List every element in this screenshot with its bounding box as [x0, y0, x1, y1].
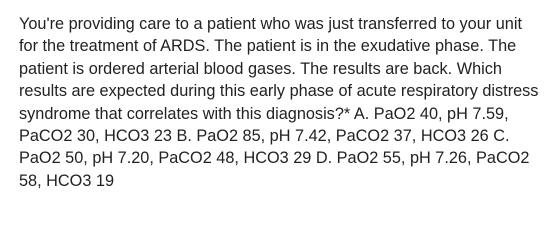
question-text: You're providing care to a patient who was just transferred to your unit for the treatment of ARDS. The patient is in the exudative phase. The patient is ordered arterial blood gases. The results are back. Which results are expected during this early phase of acute respiratory distress syndrome that correlates with this diagnosis?* A. PaO2 40, pH 7.59, PaCO2 30, HCO3 23 B. PaO2 85, pH 7.42, PaCO2 37, HCO3 26 C. PaO2 50, pH 7.20, PaCO2 48, HCO3 29 D. PaO2 55, pH 7.26, PaCO2 58, HCO3 19	[19, 15, 539, 190]
